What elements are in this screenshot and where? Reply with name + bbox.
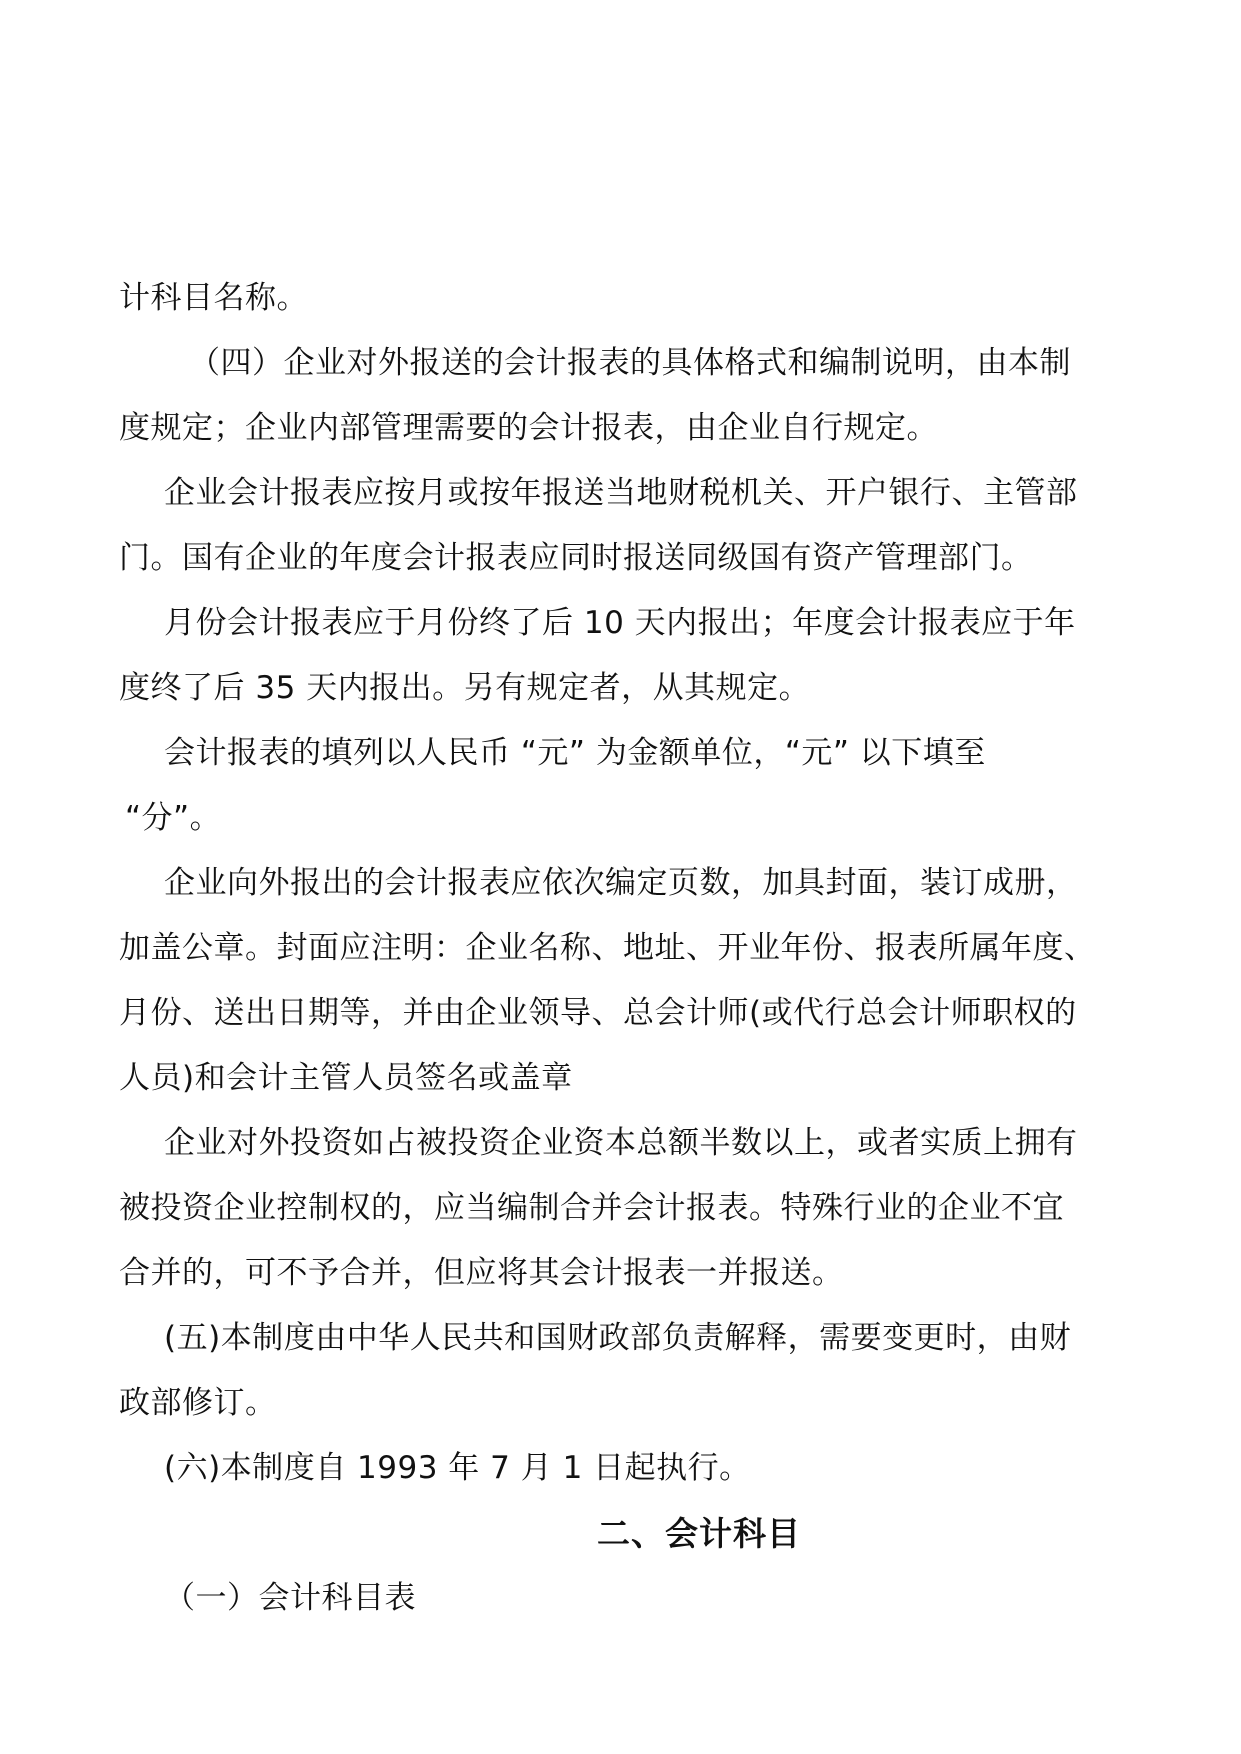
paragraph-line: 度规定；企业内部管理需要的会计报表，由企业自行规定。 [119, 410, 938, 446]
paragraph-line: 会计报表的填列以人民币 “元” 为金额单位，“元” 以下填至 [164, 735, 986, 771]
paragraph-line: 企业对外投资如占被投资企业资本总额半数以上，或者实质上拥有 [164, 1125, 1078, 1161]
paragraph-line: 月份、送出日期等，并由企业领导、总会计师(或代行总会计师职权的 [119, 995, 1077, 1031]
paragraph-line: 被投资企业控制权的，应当编制合并会计报表。特殊行业的企业不宜 [119, 1190, 1064, 1226]
subsection-title: （一）会计科目表 [164, 1580, 416, 1616]
paragraph-line: （四）企业对外报送的会计报表的具体格式和编制说明，由本制 [189, 345, 1071, 381]
paragraph-line: 企业向外报出的会计报表应依次编定页数，加具封面，装订成册， [164, 865, 1078, 901]
paragraph-line: 加盖公章。封面应注明：企业名称、地址、开业年份、报表所属年度、 [119, 930, 1096, 966]
paragraph-line: 门。国有企业的年度会计报表应同时报送同级国有资产管理部门。 [119, 540, 1033, 576]
section-heading: 二、会计科目 [597, 1514, 801, 1553]
paragraph-line: (六)本制度自 1993 年 7 月 1 日起执行。 [164, 1450, 751, 1486]
paragraph-line: (五)本制度由中华人民共和国财政部负责解释，需要变更时，由财 [164, 1320, 1072, 1356]
paragraph-line: “分”。 [125, 800, 222, 836]
paragraph-line: 月份会计报表应于月份终了后 10 天内报出；年度会计报表应于年 [164, 605, 1076, 641]
document-body [119, 266, 1129, 1631]
paragraph-line: 人员)和会计主管人员签名或盖章 [119, 1060, 573, 1096]
paragraph-line: 政部修订。 [119, 1385, 277, 1421]
paragraph-line: 计科目名称。 [119, 280, 308, 316]
paragraph-line: 合并的，可不予合并，但应将其会计报表一并报送。 [119, 1255, 844, 1291]
paragraph-line: 度终了后 35 天内报出。另有规定者，从其规定。 [119, 670, 811, 706]
paragraph-line: 企业会计报表应按月或按年报送当地财税机关、开户银行、主管部 [164, 475, 1078, 511]
